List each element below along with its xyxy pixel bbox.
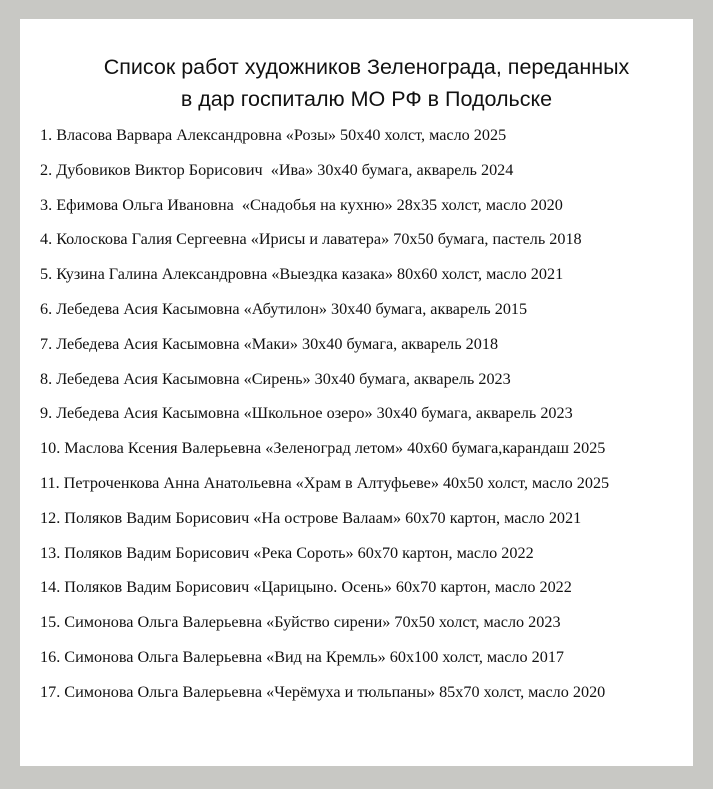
title-line-2: в дар госпиталю МО РФ в Подольске [180,87,553,111]
list-item: 17. Симонова Ольга Валерьевна «Черёмуха и тюльпаны» 85х70 холст, масло 2020 [40,682,606,701]
title-line-1: Список работ художников Зеленограда, переданных [103,55,630,79]
list-item: 13. Поляков Вадим Борисович «Река Сороть» 60х70 картон, масло 2022 [40,543,534,562]
list-item: 11. Петроченкова Анна Анатольевна «Храм в Алтуфьеве» 40х50 холст, масло 2025 [40,473,610,492]
list-item: 8. Лебедева Асия Касымовна «Сирень» 30х40 бумага, акварель 2023 [40,369,511,388]
list-item: 6. Лебедева Асия Касымовна «Абутилон» 30х40 бумага, акварель 2015 [40,299,528,318]
document-page [20,19,693,766]
list-item: 7. Лебедева Асия Касымовна «Маки» 30х40 бумага, акварель 2018 [40,334,499,353]
list-item: 10. Маслова Ксения Валерьевна «Зеленоград летом» 40х60 бумага,карандаш 2025 [40,439,606,458]
list-item: 12. Поляков Вадим Борисович «На острове Валаам» 60х70 картон, масло 2021 [40,508,582,527]
list-item: 4. Колоскова Галия Сергеевна «Ирисы и лаватера» 70х50 бумага, пастель 2018 [40,230,582,249]
list-item: 14. Поляков Вадим Борисович «Царицыно. Осень» 60х70 картон, масло 2022 [40,578,572,597]
artworks-list [40,123,609,715]
page-title [20,51,693,115]
list-item: 15. Симонова Ольга Валерьевна «Буйство сирени» 70х50 холст, масло 2023 [40,613,561,632]
list-item: 9. Лебедева Асия Касымовна «Школьное озеро» 30х40 бумага, акварель 2023 [40,404,573,423]
list-item: 1. Власова Варвара Александровна «Розы» 50х40 холст, масло 2025 [40,126,507,144]
list-item: 16. Симонова Ольга Валерьевна «Вид на Кремль» 60х100 холст, масло 2017 [40,647,565,666]
list-item: 5. Кузина Галина Александровна «Выездка казака» 80х60 холст, масло 2021 [40,265,564,284]
list-item: 2. Дубовиков Виктор Борисович «Ива» 30х40 бумага, акварель 2024 [40,160,514,179]
list-item: 3. Ефимова Ольга Ивановна «Снадобья на кухню» 28х35 холст, масло 2020 [40,195,563,214]
